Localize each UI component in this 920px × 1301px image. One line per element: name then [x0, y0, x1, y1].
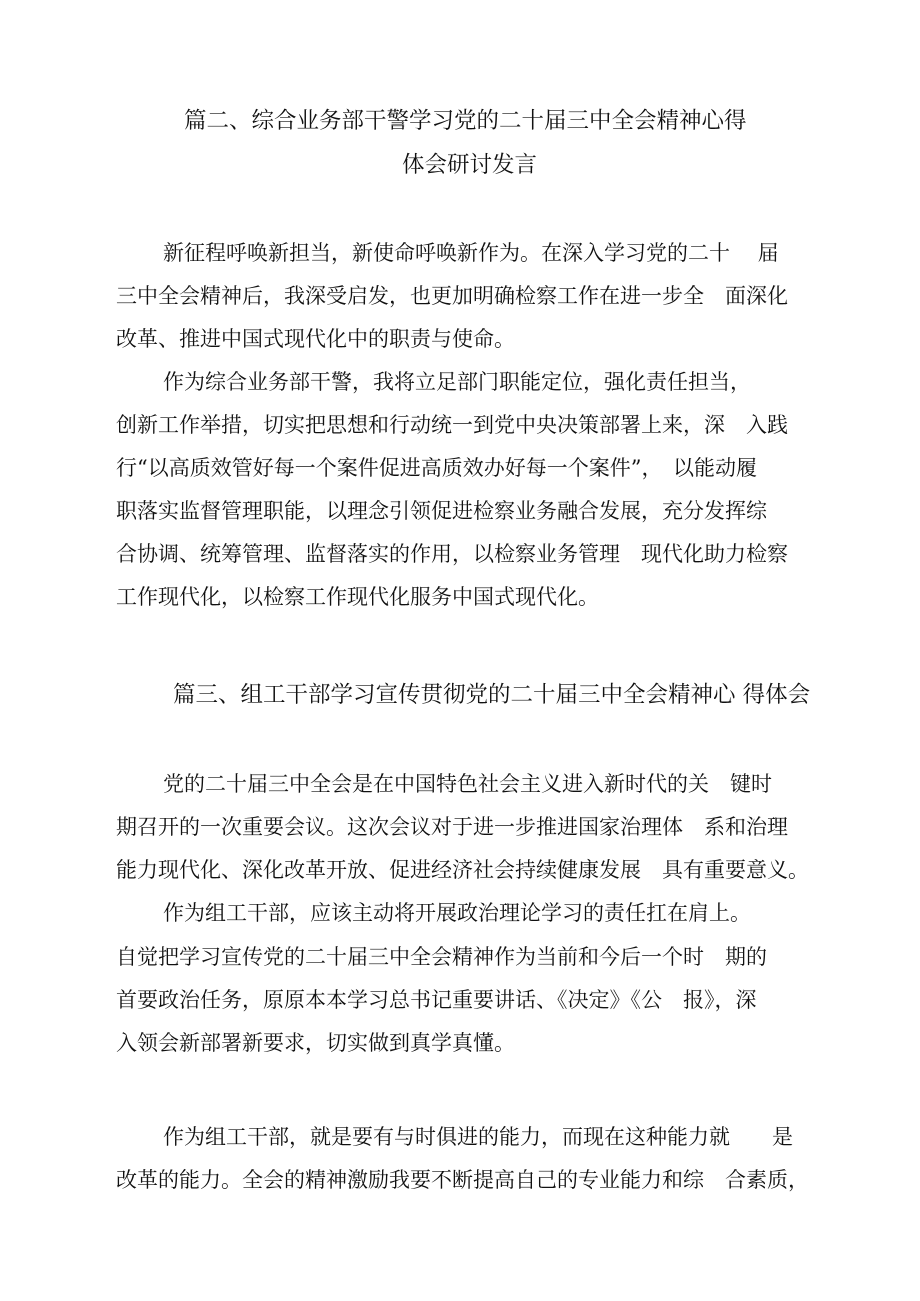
- section3-paragraph2-line2: 自觉把学习宣传党的二十届三中全会精神作为当前和今后一个时 期的: [116, 945, 767, 969]
- section2-paragraph2-line3: 行“以高质效管好每一个案件促进高质效办好每一个案件”， 以能动履: [116, 456, 757, 480]
- section3-paragraph3-line1: 作为组工干部，就是要有与时俱进的能力，而现在这种能力就 是: [163, 1125, 793, 1149]
- section2-paragraph2-line6: 工作现代化，以检察工作现代化服务中国式现代化。: [116, 585, 599, 609]
- section2-title-line2: 体会研讨发言: [402, 152, 538, 178]
- section2-paragraph1-line1: 新征程呼唤新担当，新使命呼唤新作为。在深入学习党的二十 届: [163, 241, 779, 265]
- section2-paragraph2-line4: 职落实监督管理职能，以理念引领促进检察业务融合发展，充分发挥综: [116, 499, 767, 523]
- section3-paragraph1-line1: 党的二十届三中全会是在中国特色社会主义进入新时代的关 键时: [163, 772, 772, 796]
- section3-paragraph2-line3: 首要政治任务，原原本本学习总书记重要讲话、《决定》《公 报》，深: [116, 988, 757, 1012]
- section3-paragraph3-line2: 改革的能力。全会的精神激励我要不断提高自己的专业能力和综 合素质，: [116, 1168, 809, 1192]
- section2-paragraph2-line2: 创新工作举措，切实把思想和行动统一到党中央决策部署上来，深 入践: [116, 413, 788, 437]
- section3-paragraph1-line2: 期召开的一次重要会议。这次会议对于进一步推进国家治理体 系和治理: [116, 815, 788, 839]
- section3-paragraph1-line3: 能力现代化、深化改革开放、促进经济社会持续健康发展 具有重要意义。: [116, 858, 809, 882]
- section3-title: 篇三、组工干部学习宣传贯彻党的二十届三中全会精神心 得体会: [173, 682, 811, 708]
- section2-paragraph1-line2: 三中全会精神后，我深受启发，也更加明确检察工作在进一步全 面深化: [116, 284, 788, 308]
- section2-paragraph2-line1: 作为综合业务部干警，我将立足部门职能定位，强化责任担当，: [163, 370, 751, 394]
- section2-paragraph1-line3: 改革、推进中国式现代化中的职责与使命。: [116, 327, 515, 351]
- section3-paragraph2-line4: 入领会新部署新要求，切实做到真学真懂。: [116, 1031, 515, 1055]
- section2-title-line1: 篇二、综合业务部干警学习党的二十届三中全会精神心得: [184, 108, 747, 134]
- section2-paragraph2-line5: 合协调、统筹管理、监督落实的作用，以检察业务管理 现代化助力检察: [116, 542, 788, 566]
- section3-paragraph2-line1: 作为组工干部，应该主动将开展政治理论学习的责任扛在肩上。: [163, 901, 751, 925]
